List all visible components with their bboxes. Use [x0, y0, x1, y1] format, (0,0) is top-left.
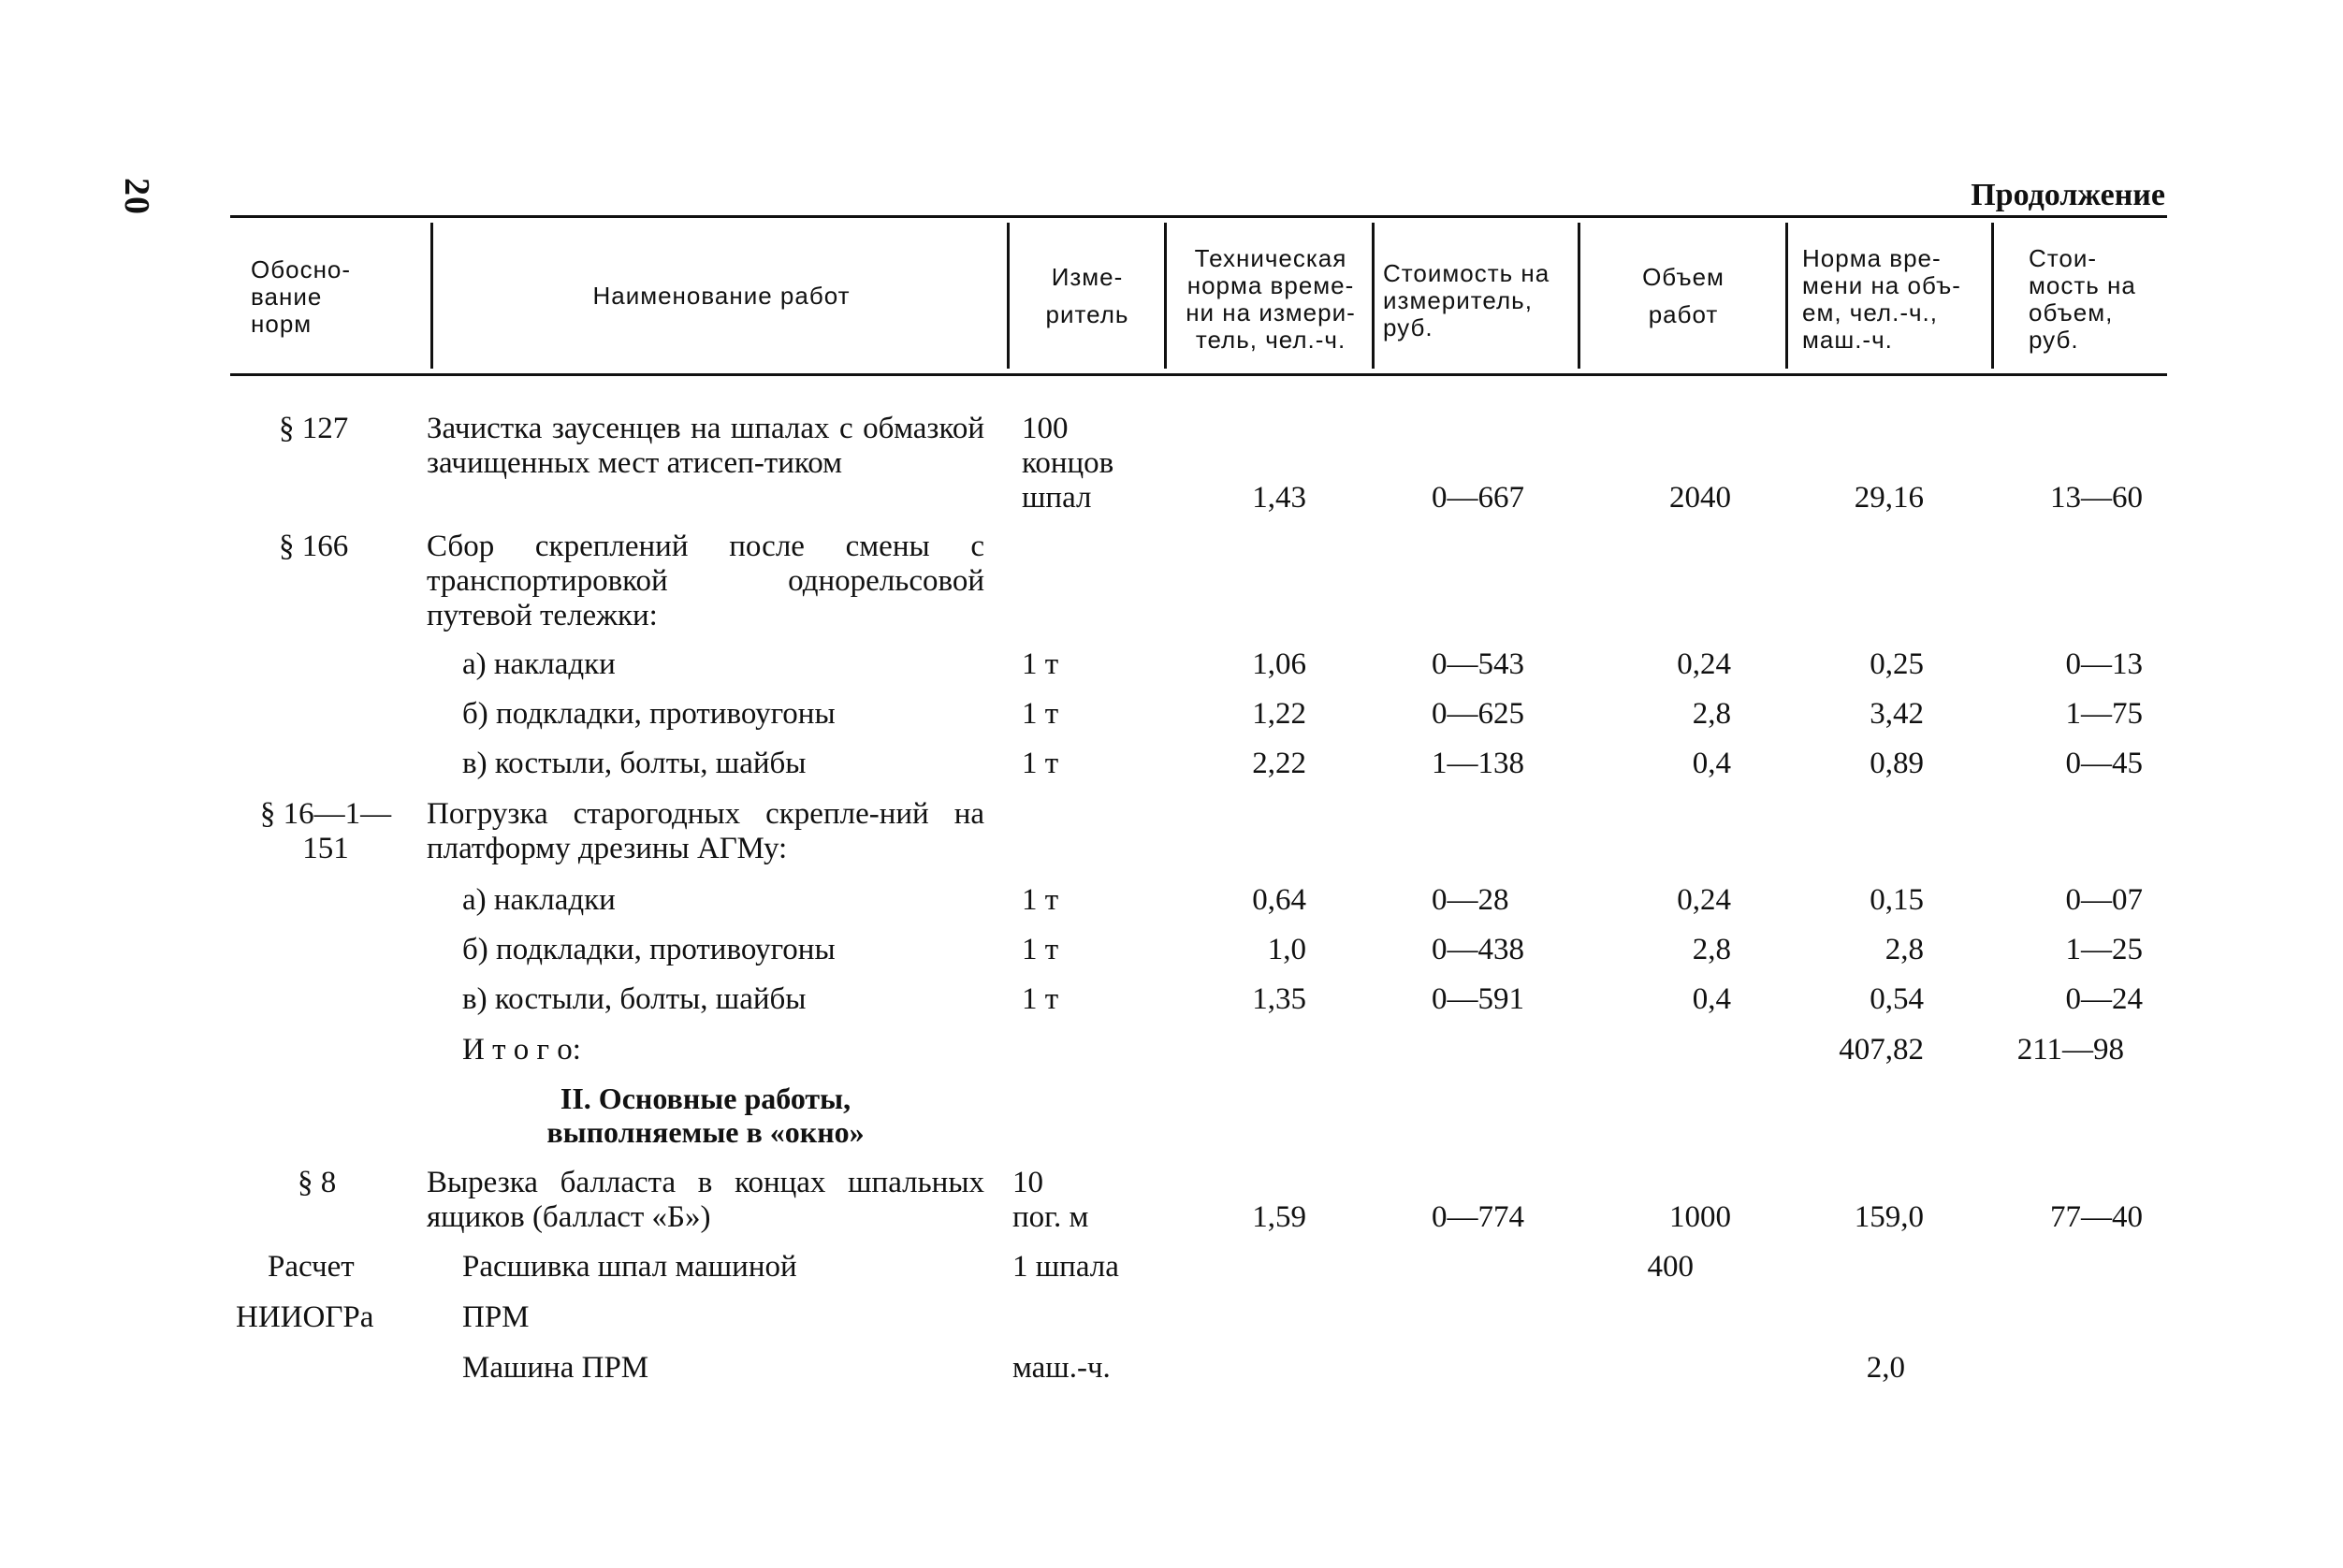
continuation-label: Продолжение: [1971, 178, 2165, 212]
row-12-unit: 1 шпала: [1012, 1250, 1119, 1284]
row-8-cost: 0—591: [1432, 982, 1524, 1016]
row-8-tech: 1,35: [1252, 982, 1306, 1016]
row-13-name: ПРМ: [462, 1300, 530, 1334]
row-3-name: б) подкладки, противоугоны: [462, 697, 836, 731]
row-3-norm: 3,42: [1870, 697, 1924, 731]
col-sep-6: [1785, 223, 1788, 369]
row-6-norm: 0,15: [1870, 883, 1924, 917]
row-11-vol: 1000: [1669, 1200, 1731, 1234]
row-7-unit: 1 т: [1022, 933, 1059, 966]
row-8-norm: 0,54: [1870, 982, 1924, 1016]
header-norm-total: Норма вре- мени на объ- ем, чел.-ч., маш.-ч.: [1802, 244, 1961, 355]
row-7-name: б) подкладки, противоугоны: [462, 933, 836, 966]
row-7-total: 1—25: [2065, 933, 2143, 966]
row-0-norm: 29,16: [1854, 481, 1924, 515]
row-4-norm: 0,89: [1870, 747, 1924, 780]
row-9-name: И т о г о:: [462, 1033, 581, 1067]
col-sep-7: [1991, 223, 1994, 369]
header-cost-total: Стои- мость на объем, руб.: [2029, 244, 2136, 355]
page-number: 20: [117, 178, 156, 215]
row-0-cost: 0—667: [1432, 481, 1524, 515]
row-3-vol: 2,8: [1692, 697, 1731, 731]
row-4-tech: 2,22: [1252, 747, 1306, 780]
row-4-vol: 0,4: [1692, 747, 1731, 780]
header-cost-unit: Стоимость на измеритель, руб.: [1383, 259, 1550, 342]
row-2-unit: 1 т: [1022, 647, 1059, 681]
row-0-basis: § 127: [279, 412, 349, 445]
col-sep-2: [1007, 223, 1010, 369]
row-2-vol: 0,24: [1677, 647, 1731, 681]
row-9-norm: 407,82: [1839, 1033, 1924, 1067]
top-rule: [230, 215, 2167, 218]
row-14-unit: маш.-ч.: [1012, 1351, 1111, 1385]
col-sep-5: [1578, 223, 1580, 369]
row-8-total: 0—24: [2065, 982, 2143, 1016]
row-0-tech: 1,43: [1252, 481, 1306, 515]
row-2-tech: 1,06: [1252, 647, 1306, 681]
row-10-section-heading: II. Основные работы, выполняемые в «окно»: [546, 1082, 865, 1149]
row-6-total: 0—07: [2065, 883, 2143, 917]
row-8-name: в) костыли, болты, шайбы: [462, 982, 807, 1016]
header-basis: Обосно- вание норм: [251, 255, 352, 339]
row-7-cost: 0—438: [1432, 933, 1524, 966]
row-6-vol: 0,24: [1677, 883, 1731, 917]
row-12-vol: 400: [1647, 1250, 1694, 1284]
row-6-tech: 0,64: [1252, 883, 1306, 917]
row-3-total: 1—75: [2065, 697, 2143, 731]
row-8-unit: 1 т: [1022, 982, 1059, 1016]
row-2-name: а) накладки: [462, 647, 616, 681]
row-8-vol: 0,4: [1692, 982, 1731, 1016]
row-11-norm: 159,0: [1854, 1200, 1924, 1234]
col-sep-4: [1372, 223, 1375, 369]
col-sep-3: [1164, 223, 1167, 369]
row-1-basis: § 166: [279, 530, 349, 563]
row-7-norm: 2,8: [1885, 933, 1924, 966]
row-11-cost: 0—774: [1432, 1200, 1524, 1234]
row-1-name: Сбор скреплений после смены с транспортировкой однорельсовой путевой тележки:: [427, 530, 984, 632]
row-7-tech: 1,0: [1267, 933, 1306, 966]
row-4-total: 0—45: [2065, 747, 2143, 780]
row-6-unit: 1 т: [1022, 883, 1059, 917]
row-11-total: 77—40: [2050, 1200, 2143, 1234]
row-9-total: 211—98: [2016, 1033, 2124, 1067]
header-volume: Объем работ: [1642, 263, 1725, 329]
row-3-tech: 1,22: [1252, 697, 1306, 731]
row-4-name: в) костыли, болты, шайбы: [462, 747, 807, 780]
row-0-name: Зачистка заусенцев на шпалах с обмазкой зачищенных мест атисеп-тиком: [427, 412, 984, 480]
row-11-unit: 10 пог. м: [1012, 1166, 1089, 1234]
row-11-tech: 1,59: [1252, 1200, 1306, 1234]
row-12-basis: Расчет: [268, 1250, 355, 1284]
row-0-vol: 2040: [1669, 481, 1731, 515]
row-5-name: Погрузка старогодных скрепле-ний на платформу дрезины АГМу:: [427, 797, 984, 865]
row-5-basis: § 16—1— 151: [259, 797, 392, 865]
row-6-name: а) накладки: [462, 883, 616, 917]
row-11-name: Вырезка балласта в концах шпальных ящиков (балласт «Б»): [427, 1166, 984, 1234]
row-2-total: 0—13: [2065, 647, 2143, 681]
row-6-cost: 0—28: [1432, 883, 1509, 917]
row-2-cost: 0—543: [1432, 647, 1524, 681]
row-11-basis: § 8: [298, 1166, 337, 1199]
row-12-name: Расшивка шпал машиной: [462, 1250, 797, 1284]
row-14-name: Машина ПРМ: [462, 1351, 649, 1385]
header-name: Наименование работ: [592, 282, 851, 310]
row-13-basis: НИИОГРа: [236, 1300, 374, 1334]
row-4-unit: 1 т: [1022, 747, 1059, 780]
row-0-total: 13—60: [2050, 481, 2143, 515]
row-7-vol: 2,8: [1692, 933, 1731, 966]
header-bottom-rule: [230, 373, 2167, 376]
row-14-norm: 2,0: [1866, 1351, 1905, 1385]
header-unit: Изме- ритель: [1045, 263, 1129, 329]
row-3-unit: 1 т: [1022, 697, 1059, 731]
row-4-cost: 1—138: [1432, 747, 1524, 780]
row-0-unit: 100 концов шпал: [1022, 412, 1114, 515]
row-2-norm: 0,25: [1870, 647, 1924, 681]
col-sep-1: [430, 223, 433, 369]
row-3-cost: 0—625: [1432, 697, 1524, 731]
header-tech-norm: Техническая норма време- ни на измери- тель, чел.-ч.: [1186, 244, 1356, 355]
